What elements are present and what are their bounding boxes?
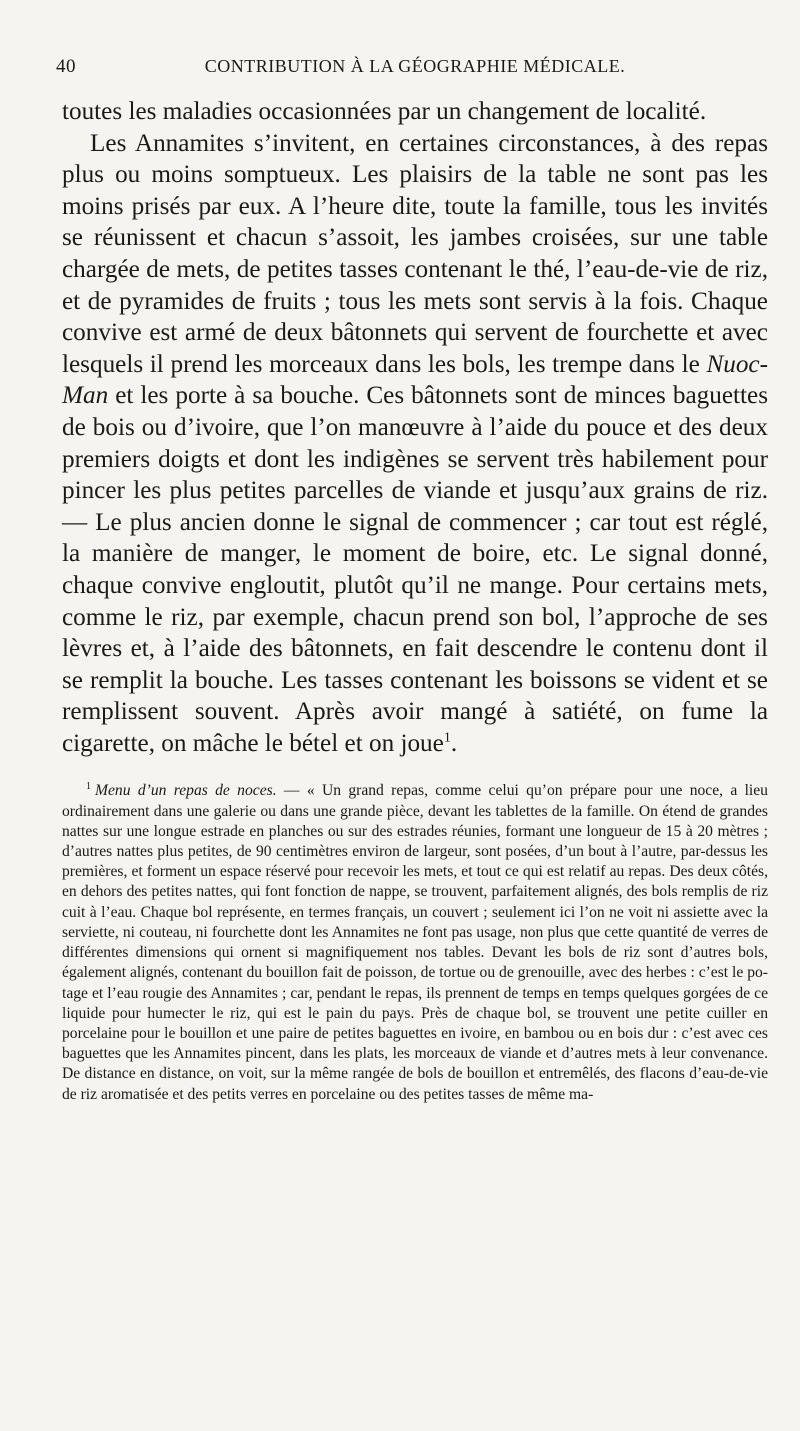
footnote-mark: 1 [86, 781, 91, 793]
running-title: CONTRIBUTION À LA GÉOGRAPHIE MÉDICALE. [204, 56, 626, 76]
footnote-reference: 1 [443, 730, 451, 746]
paragraph-continued: toutes les maladies occasionnées par un changement de localité. [62, 98, 707, 125]
main-text [62, 96, 768, 759]
paragraph-text-a: Les Annamites s’invitent, en certaines circonstances, à des repas plus ou moins somptueux. Les plaisirs de la table ne sont pas les moins prisés par eux. A l’heure dite, toute la famille, tous les invités se réunissent et chacun s’assoit, les jambes croisées, sur une table chargée de mets, de petites tasses contenant le thé, l’eau-de-vie de riz, et de pyramides de fruits ; tous les mets sont servis à la fois. Chaque convive est armé de deux bâtonnets qui servent de fourchette et avec lesquels il prend les morceaux dans les bols, les trempe dans le [62, 129, 768, 378]
paragraph-meal [62, 128, 768, 760]
nuoc-man-term: Nuoc-Man [62, 350, 768, 410]
footnote-title: Menu d’un repas de noces. [95, 782, 277, 800]
paragraph-text-b: et les porte à sa bouche. Ces bâtonnets sont de minces baguettes de bois ou d’ivoire, que l’on manœuvre à l’aide du pouce et des deux premiers doigts et dont les indigènes se servent très habilement pour pincer les plus petites parcelles de viande et jusqu’aux grains de riz. — Le plus ancien donne le signal de commencer ; car tout est réglé, la manière de manger, le moment de boire, etc. Le signal donné, chaque convive engloutit, plutôt qu’il ne mange. Pour certains mets, comme le riz, par exemple, chacun prend son bol, l’approche de ses lèvres et, à l’aide des bâtonnets, en fait descendre le contenu dont il se remplit la bouche. Les tasses contenant les boissons se vident et se remplissent souvent. Après avoir mangé à satiété, on fume la cigarette, on mâche le bétel et on joue [62, 382, 768, 757]
page-header [56, 56, 768, 86]
page-number: 40 [56, 56, 76, 77]
footnote-paragraph [62, 781, 768, 1104]
footnote-text: — « Un grand repas, comme celui qu’on prépare pour une noce, a lieu ordinairement dans une galerie ou dans une grande pièce, devant les tablettes de la famille. On étend de grandes nattes sur une longue estrade en planches ou sur des estrades réunies, formant une longueur de 15 à 20 mètres ; d’autres nattes plus petites, de 90 centimètres environ de largeur, sont posées, d’un bout à l’autre, par-dessus les premières, et forment un espace réservé pour recevoir les mets, et tout ce qui est relatif au repas. Des deux côtés, en dehors des petites nattes, qui font fonction de nappe, se trouvent, parfaitement alignés, des bols remplis de riz cuit à l’eau. Chaque bol représente, en termes français, un couvert ; seulement ici l’on ne voit ni assiette avec la serviette, ni couteau, ni fourchette dont les Annamites ne font pas usage, non plus que cette quantité de verres de différentes dimensions qui ornent si magnifiquement nos tables. Devant les bols de riz sont d’autres bols, également alignés, contenant du bouillon fait de poisson, de tortue ou de grenouille, avec des herbes : c’est le potage et l’eau rougie des Annamites ; car, pendant le repas, ils prennent de temps en temps quelques gorgées de ce liquide pour humecter le riz, qui est le pain du pays. Près de chaque bol, se trouvent une petite cuiller en porcelaine pour le bouillon et une paire de petites baguettes en ivoire, en bambou ou en bois dur : c’est avec ces baguettes que les Annamites pincent, dans les plats, les morceaux de viande et d’autres mets à leur convenance. De distance en distance, on voit, sur la même rangée de bols de bouillon et entremêlés, des flacons d’eau-de-vie de riz aromatisée et des petits verres en porcelaine ou des petites tasses de même ma- [62, 782, 768, 1103]
footnote [62, 781, 768, 1104]
paragraph-end: . [450, 729, 458, 757]
